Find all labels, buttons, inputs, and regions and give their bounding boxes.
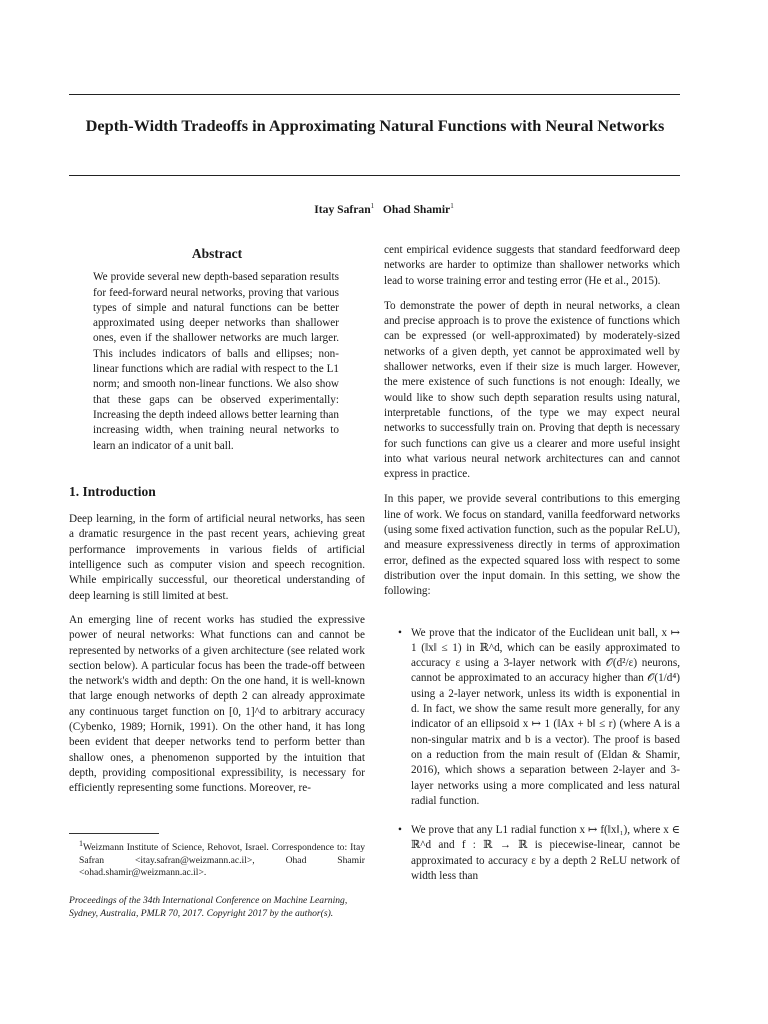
title-top-rule [69, 94, 680, 95]
list-item-text: We prove that any L1 radial function x ↦ f(‖x‖₁), where x ∈ ℝ^d and f : ℝ → ℝ is piecewise-linear, cannot be approximated to accuracy ε by a depth 2 ReLU network of width less than [411, 824, 680, 882]
right-column [384, 243, 680, 898]
footnote-text: Weizmann Institute of Science, Rehovot, Israel. Correspondence to: Itay Safran <itay.safran@weizmann.ac.il>, Ohad Shamir <ohad.shamir@weizmann.ac.il>. [79, 842, 365, 879]
body-paragraph: To demonstrate the power of depth in neural networks, a clean and precise approach is to prove the existence of functions which can be expressed (or well-approximated) by moderately-sized networks of a given depth, yet cannot be approximated well by shallower networks, even if their size is much larger. However, the mere existence of such functions is not enough: Ideally, we would like to show such depth separation results using natural, interpretable functions, of the type we may expect neural networks to successfully train on. Proving that depth is necessary for such functions can give us a clearer and more useful insight into what various neural network architectures can and cannot express in practice. [384, 299, 680, 481]
author-name: Ohad Shamir [382, 202, 451, 216]
author-affiliation: 1 [450, 202, 454, 210]
proceedings-text: Proceedings of the 34th International Conference on Machine Learning, Sydney, Australia, PMLR 70, 2017. Copyright 2017 by the author(s). [69, 894, 348, 919]
intro-paragraph: Deep learning, in the form of artificial neural networks, has seen a dramatic resurgence in the past recent years, achieving great performance improvements in various fields of artificial intelligence such as computer vision and speech recognition. While empirically successful, our theoretical understanding of deep learning is still limited at best. [69, 513, 365, 602]
bullet-icon: • [398, 824, 402, 837]
title-bottom-rule [69, 175, 680, 176]
footnote-mark: 1 [79, 839, 83, 848]
footnote-rule [69, 833, 159, 834]
bullet-icon: • [398, 626, 402, 639]
author-affiliation: 1 [370, 202, 375, 210]
abstract-heading: Abstract [191, 246, 243, 261]
list-item [384, 626, 680, 810]
abstract-text: We provide several new depth-based separation results for feed-forward neural networks, proving that various types of simple and natural functions can be better approximated using deeper networks than shallower ones, even if the shallower networks are much larger. This includes indicators of balls and ellipses; non-linear functions which are radial with respect to the L1 norm; and smooth non-linear functions. We also show that these gaps can be observed experimentally: Increasing the depth indeed allows better learning than increasing width, when training neural networks to learn an indicator of a unit ball. [93, 271, 339, 452]
proceedings-note [69, 895, 365, 920]
intro-paragraph: An emerging line of recent works has studied the expressive power of neural networks: What functions can and cannot be represented by networks of a given architecture (see related work section below). A particular focus has been the trade-off between the network's width and depth: On the one hand, it is well-known that large enough networks of depth 2 can already approximate any continuous target function on [0, 1]^d to arbitrary accuracy (Cybenko, 1989; Hornik, 1991). On the other hand, it has long been evident that deeper networks tend to perform better than shallow ones, a phenomenon supported by the intuition that depth, providing compositional expressibility, is necessary for efficiently representing some functions. Moreover, re- [69, 613, 365, 795]
list-item [384, 823, 680, 884]
section-heading-introduction: 1. Introduction [69, 483, 156, 499]
paper-title: Depth-Width Tradeoffs in Approximating Natural Functions with Neural Networks [85, 116, 665, 135]
left-column [69, 243, 365, 806]
body-paragraph: In this paper, we provide several contributions to this emerging line of work. We focus on standard, vanilla feedforward networks (using some fixed activation function, such as the popular ReLU), and measure expressiveness directly in terms of approximation error, defined as the expected squared loss with respect to some distribution over the input domain. In this setting, we show the following: [384, 493, 680, 598]
body-paragraph: cent empirical evidence suggests that standard feedforward deep networks are harder to optimize than shallower networks which lead to worse training error and testing error (He et al., 2015). [384, 244, 680, 287]
author-list [0, 202, 768, 216]
author-name: Itay Safran [314, 202, 371, 216]
contribution-list [384, 626, 680, 885]
footnote [69, 838, 365, 880]
list-item-text: We prove that the indicator of the Euclidean unit ball, x ↦ 1 (‖x‖ ≤ 1) in ℝ^d, which can be easily approximated to accuracy ε using a 3-layer network with 𝒪(d²/ε) neurons, cannot be approximated to an accuracy higher than 𝒪(1/d⁴) using a 2-layer network, unless its width is exponential in d. In fact, we show the same result more generally, for any indicator of an ellipsoid x ↦ 1 (‖Ax + b‖ ≤ r) (where A is a non-singular matrix and b is a vector). The proof is based on a reduction from the main result of (Eldan & Shamir, 2016), which shows a separation between 2-layer and 3-layer networks using a more complicated and less natural radial function. [411, 626, 680, 807]
footnote-area [69, 833, 365, 920]
